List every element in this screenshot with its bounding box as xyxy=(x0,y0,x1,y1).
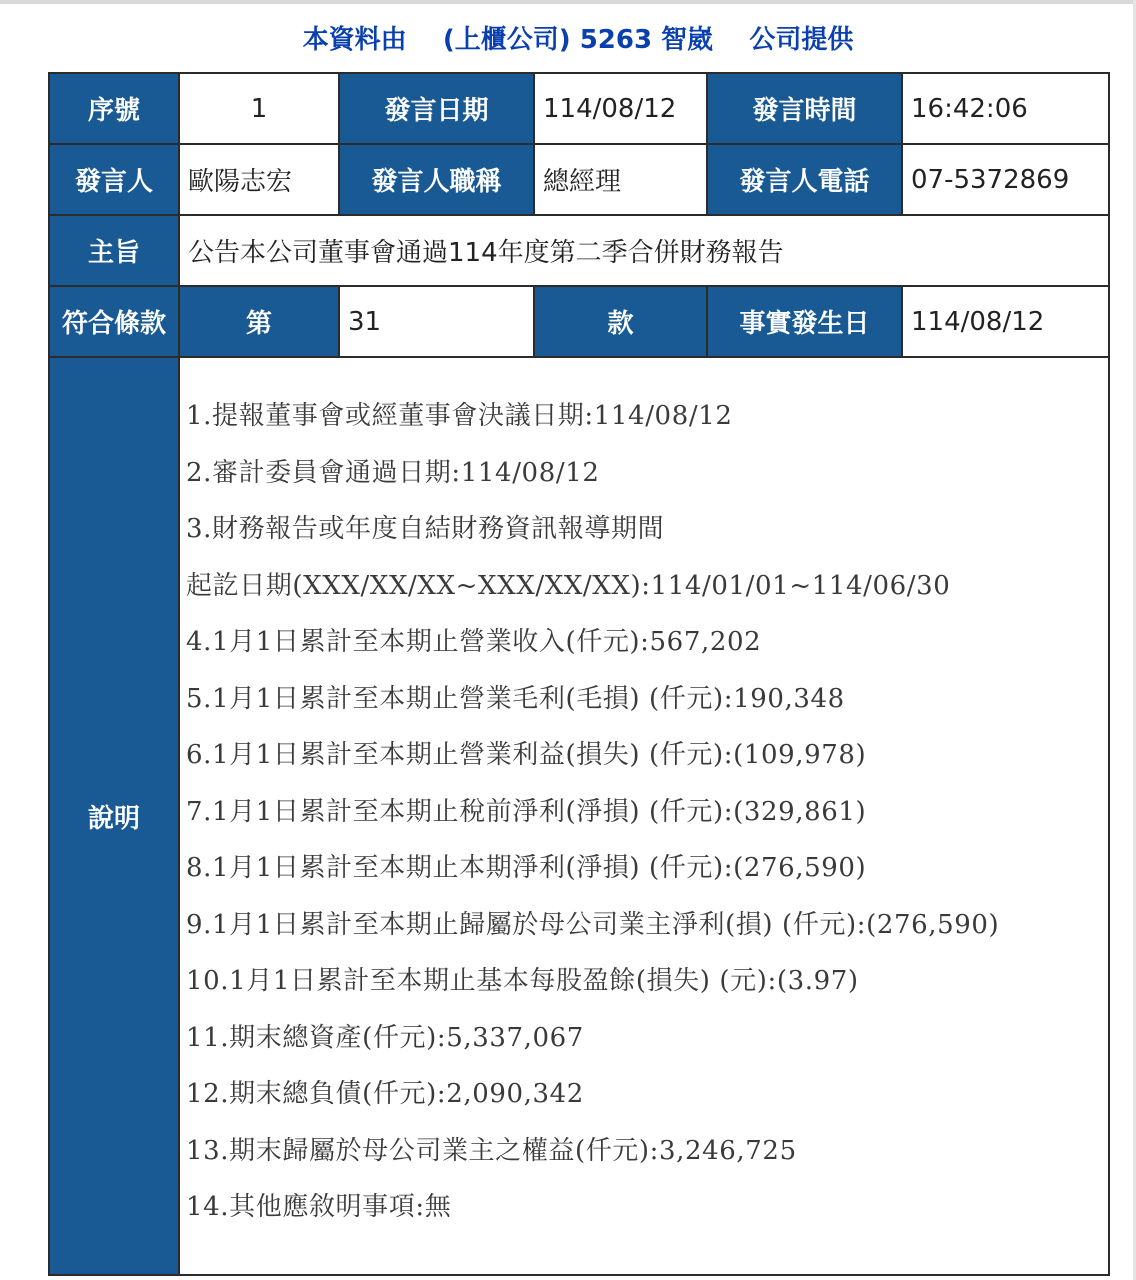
table-row xyxy=(49,144,1109,215)
speaker-title-value: 總經理 xyxy=(534,144,707,215)
clause-prefix: 第 xyxy=(179,286,339,357)
time-value: 16:42:06 xyxy=(902,73,1109,144)
phone-label: 發言人電話 xyxy=(707,144,902,215)
top-border-strip xyxy=(0,0,1136,4)
description-line: 起訖日期(XXX/XX/XX~XXX/XX/XX):114/01/01~114/06/30 xyxy=(186,570,951,601)
description-line: 8.1月1日累計至本期止本期淨利(淨損) (仟元):(276,590) xyxy=(186,853,867,883)
table-row xyxy=(49,73,1109,144)
page-title: 本資料由 (上櫃公司) 5263 智崴 公司提供 xyxy=(302,25,854,55)
time-label: 發言時間 xyxy=(707,73,902,144)
event-date-label: 事實發生日 xyxy=(707,286,902,357)
description-line: 10.1月1日累計至本期止基本每股盈餘(損失) (元):(3.97) xyxy=(186,966,859,996)
seq-value: 1 xyxy=(179,73,339,144)
description-line: 3.財務報告或年度自結財務資訊報導期間 xyxy=(186,514,665,544)
clause-value: 31 xyxy=(339,286,534,357)
date-value: 114/08/12 xyxy=(534,73,707,144)
subject-value: 公告本公司董事會通過114年度第二季合併財務報告 xyxy=(179,215,1109,286)
seq-label: 序號 xyxy=(49,73,179,144)
clause-suffix: 款 xyxy=(534,286,707,357)
speaker-title-label: 發言人職稱 xyxy=(339,144,534,215)
description-line: 7.1月1日累計至本期止稅前淨利(淨損) (仟元):(329,861) xyxy=(186,796,867,827)
announcement-table xyxy=(48,72,1110,1276)
table-row xyxy=(49,286,1109,357)
date-label: 發言日期 xyxy=(339,73,534,144)
description-line: 1.提報董事會或經董事會決議日期:114/08/12 xyxy=(186,401,733,431)
speaker-value: 歐陽志宏 xyxy=(179,144,339,215)
description-line: 6.1月1日累計至本期止營業利益(損失) (仟元):(109,978) xyxy=(186,740,867,770)
description-line: 4.1月1日累計至本期止營業收入(仟元):567,202 xyxy=(186,627,762,657)
description-line: 2.審計委員會通過日期:114/08/12 xyxy=(186,457,600,488)
table-row xyxy=(49,215,1109,286)
description-content xyxy=(179,357,1109,1275)
table-row xyxy=(49,357,1109,1275)
description-line: 14.其他應敘明事項:無 xyxy=(186,1192,452,1222)
clause-label: 符合條款 xyxy=(49,286,179,357)
description-line: 12.期末總負債(仟元):2,090,342 xyxy=(186,1079,584,1109)
description-line: 13.期末歸屬於母公司業主之權益(仟元):3,246,725 xyxy=(186,1135,797,1166)
description-line: 5.1月1日累計至本期止營業毛利(毛損) (仟元):190,348 xyxy=(186,683,845,714)
description-line: 9.1月1日累計至本期止歸屬於母公司業主淨利(損) (仟元):(276,590) xyxy=(186,909,1000,940)
description-line: 11.期末總資產(仟元):5,337,067 xyxy=(186,1022,584,1053)
speaker-label: 發言人 xyxy=(49,144,179,215)
phone-value: 07-5372869 xyxy=(902,144,1109,215)
subject-label: 主旨 xyxy=(49,215,179,286)
description-label: 說明 xyxy=(49,357,179,1275)
event-date-value: 114/08/12 xyxy=(902,286,1109,357)
